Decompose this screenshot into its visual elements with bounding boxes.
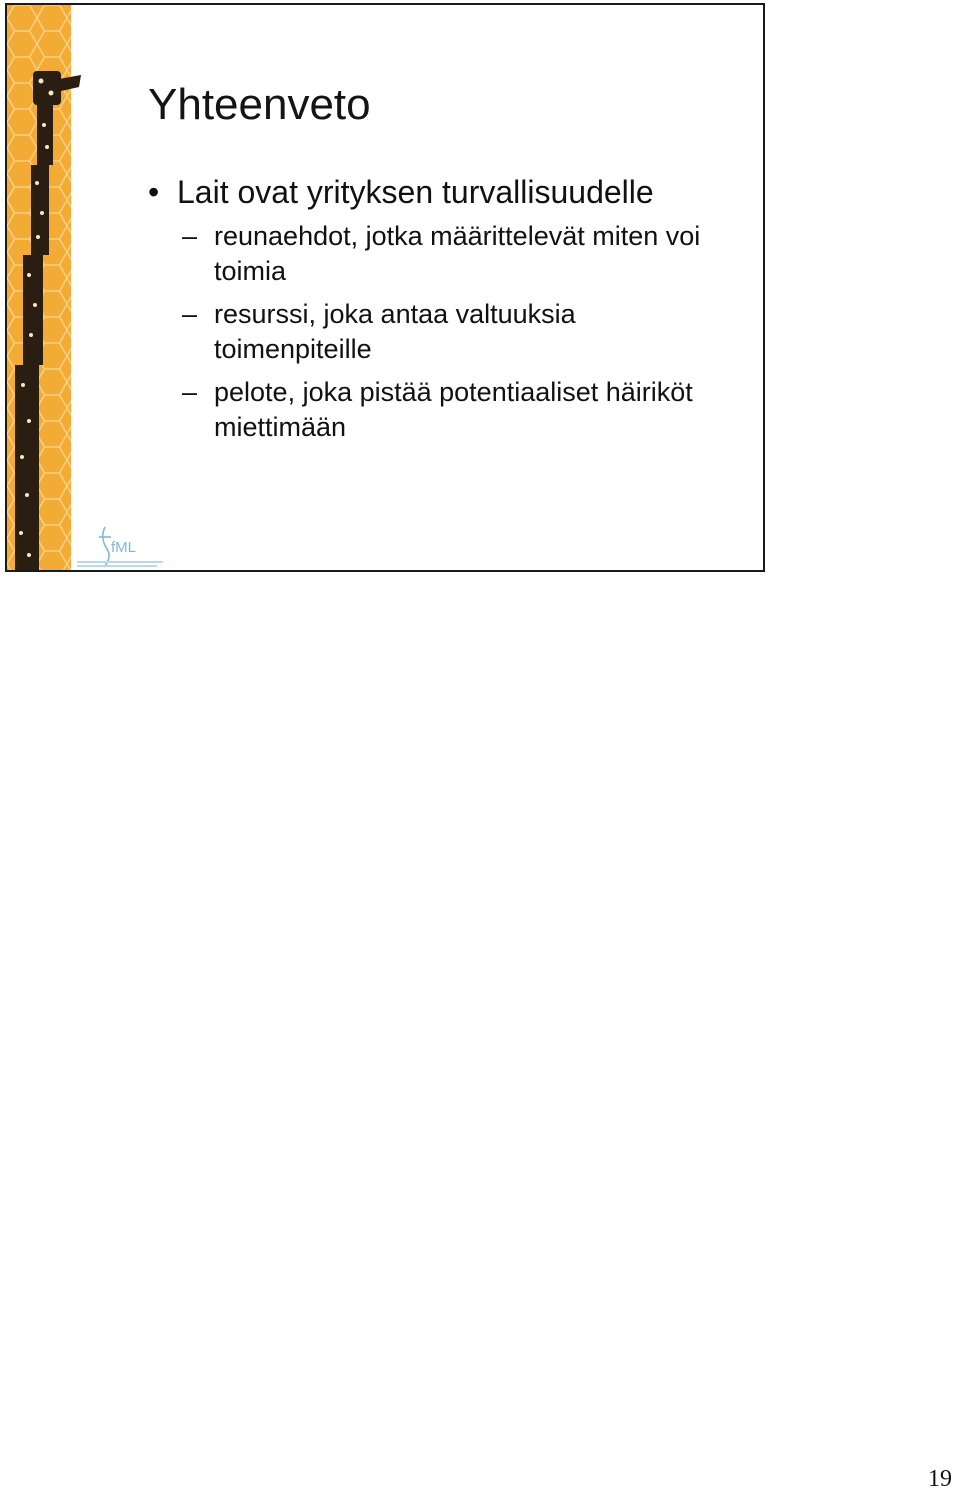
slide-content <box>148 173 748 453</box>
dash-mark: – <box>182 221 198 251</box>
fml-logo <box>73 521 173 569</box>
sub-item <box>182 375 748 445</box>
giraffe-dice-icon <box>7 65 87 570</box>
bullet-text: Lait ovat yrityksen turvallisuudelle <box>177 174 654 210</box>
dash-mark: – <box>182 299 198 329</box>
page-number: 19 <box>928 1466 952 1492</box>
sub-item-text: resurssi, joka antaa valtuuksia toimenpiteille <box>214 299 576 364</box>
bullet-mark: • <box>148 174 160 210</box>
slide-title: Yhteenveto <box>148 80 371 129</box>
sub-item-text: reunaehdot, jotka määrittelevät miten voi toimia <box>214 221 701 286</box>
fml-logo-text: fML <box>111 539 137 556</box>
sub-item <box>182 219 748 289</box>
dash-mark: – <box>182 377 198 407</box>
bullet-item <box>148 173 748 211</box>
sub-item <box>182 297 748 367</box>
slide <box>5 3 765 572</box>
sub-item-text: pelote, joka pistää potentiaaliset häiriköt miettimään <box>214 377 693 442</box>
